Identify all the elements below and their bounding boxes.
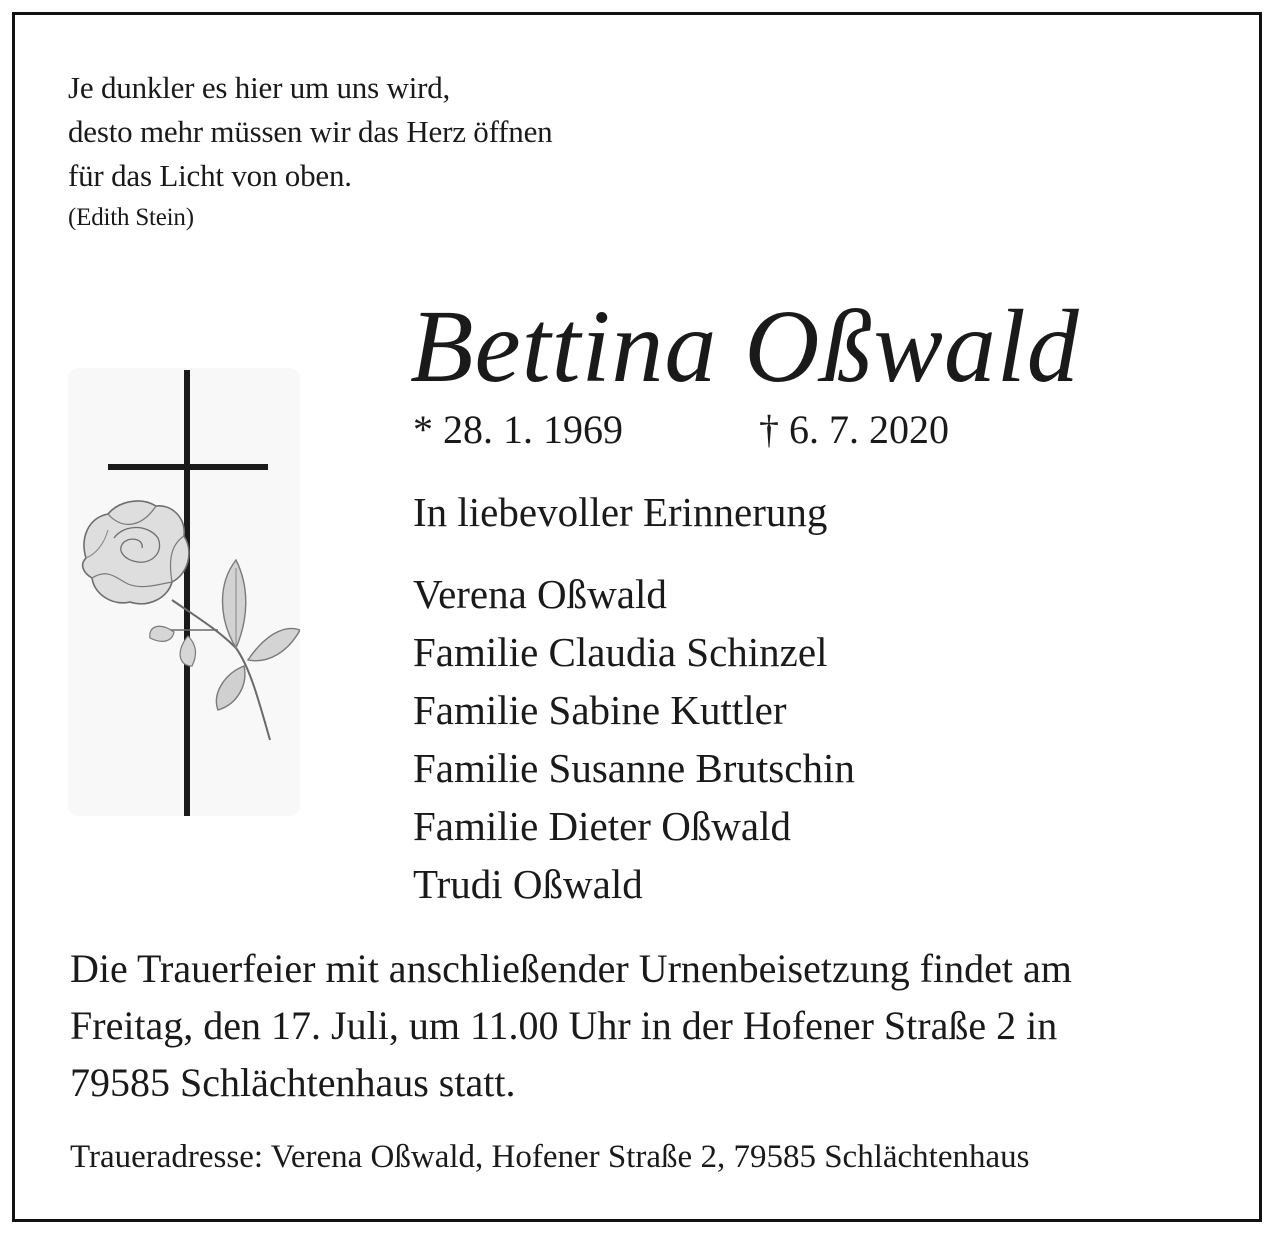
cross-vertical-bar: [184, 370, 190, 816]
quote-line: desto mehr müssen wir das Herz öffnen: [68, 114, 553, 149]
mourner-entry: Familie Sabine Kuttler: [413, 687, 787, 733]
quote-author: (Edith Stein): [68, 204, 194, 231]
ceremony-line: 79585 Schlächtenhaus statt.: [70, 1060, 516, 1105]
ceremony-line: Die Trauerfeier mit anschließender Urnenbeisetzung findet am: [70, 946, 1072, 991]
death-date: † 6. 7. 2020: [759, 407, 949, 452]
mourners-list: [413, 565, 855, 913]
rose-leaf: [150, 626, 174, 641]
ceremony-notice: [70, 940, 1215, 1111]
cross-with-rose-icon: [68, 368, 300, 816]
quote-line: für das Licht von oben.: [68, 158, 352, 193]
mourner-entry: Trudi Oßwald: [413, 861, 643, 907]
mourning-address: Traueradresse: Verena Oßwald, Hofener Straße 2, 79585 Schlächtenhaus: [70, 1139, 1030, 1175]
rose-leaf: [223, 560, 246, 648]
deceased-name: Bettina Oßwald: [410, 289, 1080, 404]
mourner-entry: Familie Dieter Oßwald: [413, 803, 792, 849]
rose-bloom: [83, 501, 189, 604]
quote-block: [68, 66, 552, 238]
rose-leaf: [180, 636, 195, 666]
mourner-entry: Familie Susanne Brutschin: [413, 745, 855, 791]
ceremony-line: Freitag, den 17. Juli, um 11.00 Uhr in der Hofener Straße 2 in: [70, 1003, 1058, 1048]
mourner-entry: Verena Oßwald: [413, 571, 667, 617]
birth-date: * 28. 1. 1969: [413, 407, 623, 452]
mourner-entry: Familie Claudia Schinzel: [413, 629, 828, 675]
memory-line: In liebevoller Erinnerung: [413, 489, 828, 535]
rose-leaf: [216, 666, 244, 710]
rose-leaf: [248, 628, 300, 660]
quote-line: Je dunkler es hier um uns wird,: [68, 70, 451, 105]
cross-horizontal-bar: [108, 464, 268, 470]
